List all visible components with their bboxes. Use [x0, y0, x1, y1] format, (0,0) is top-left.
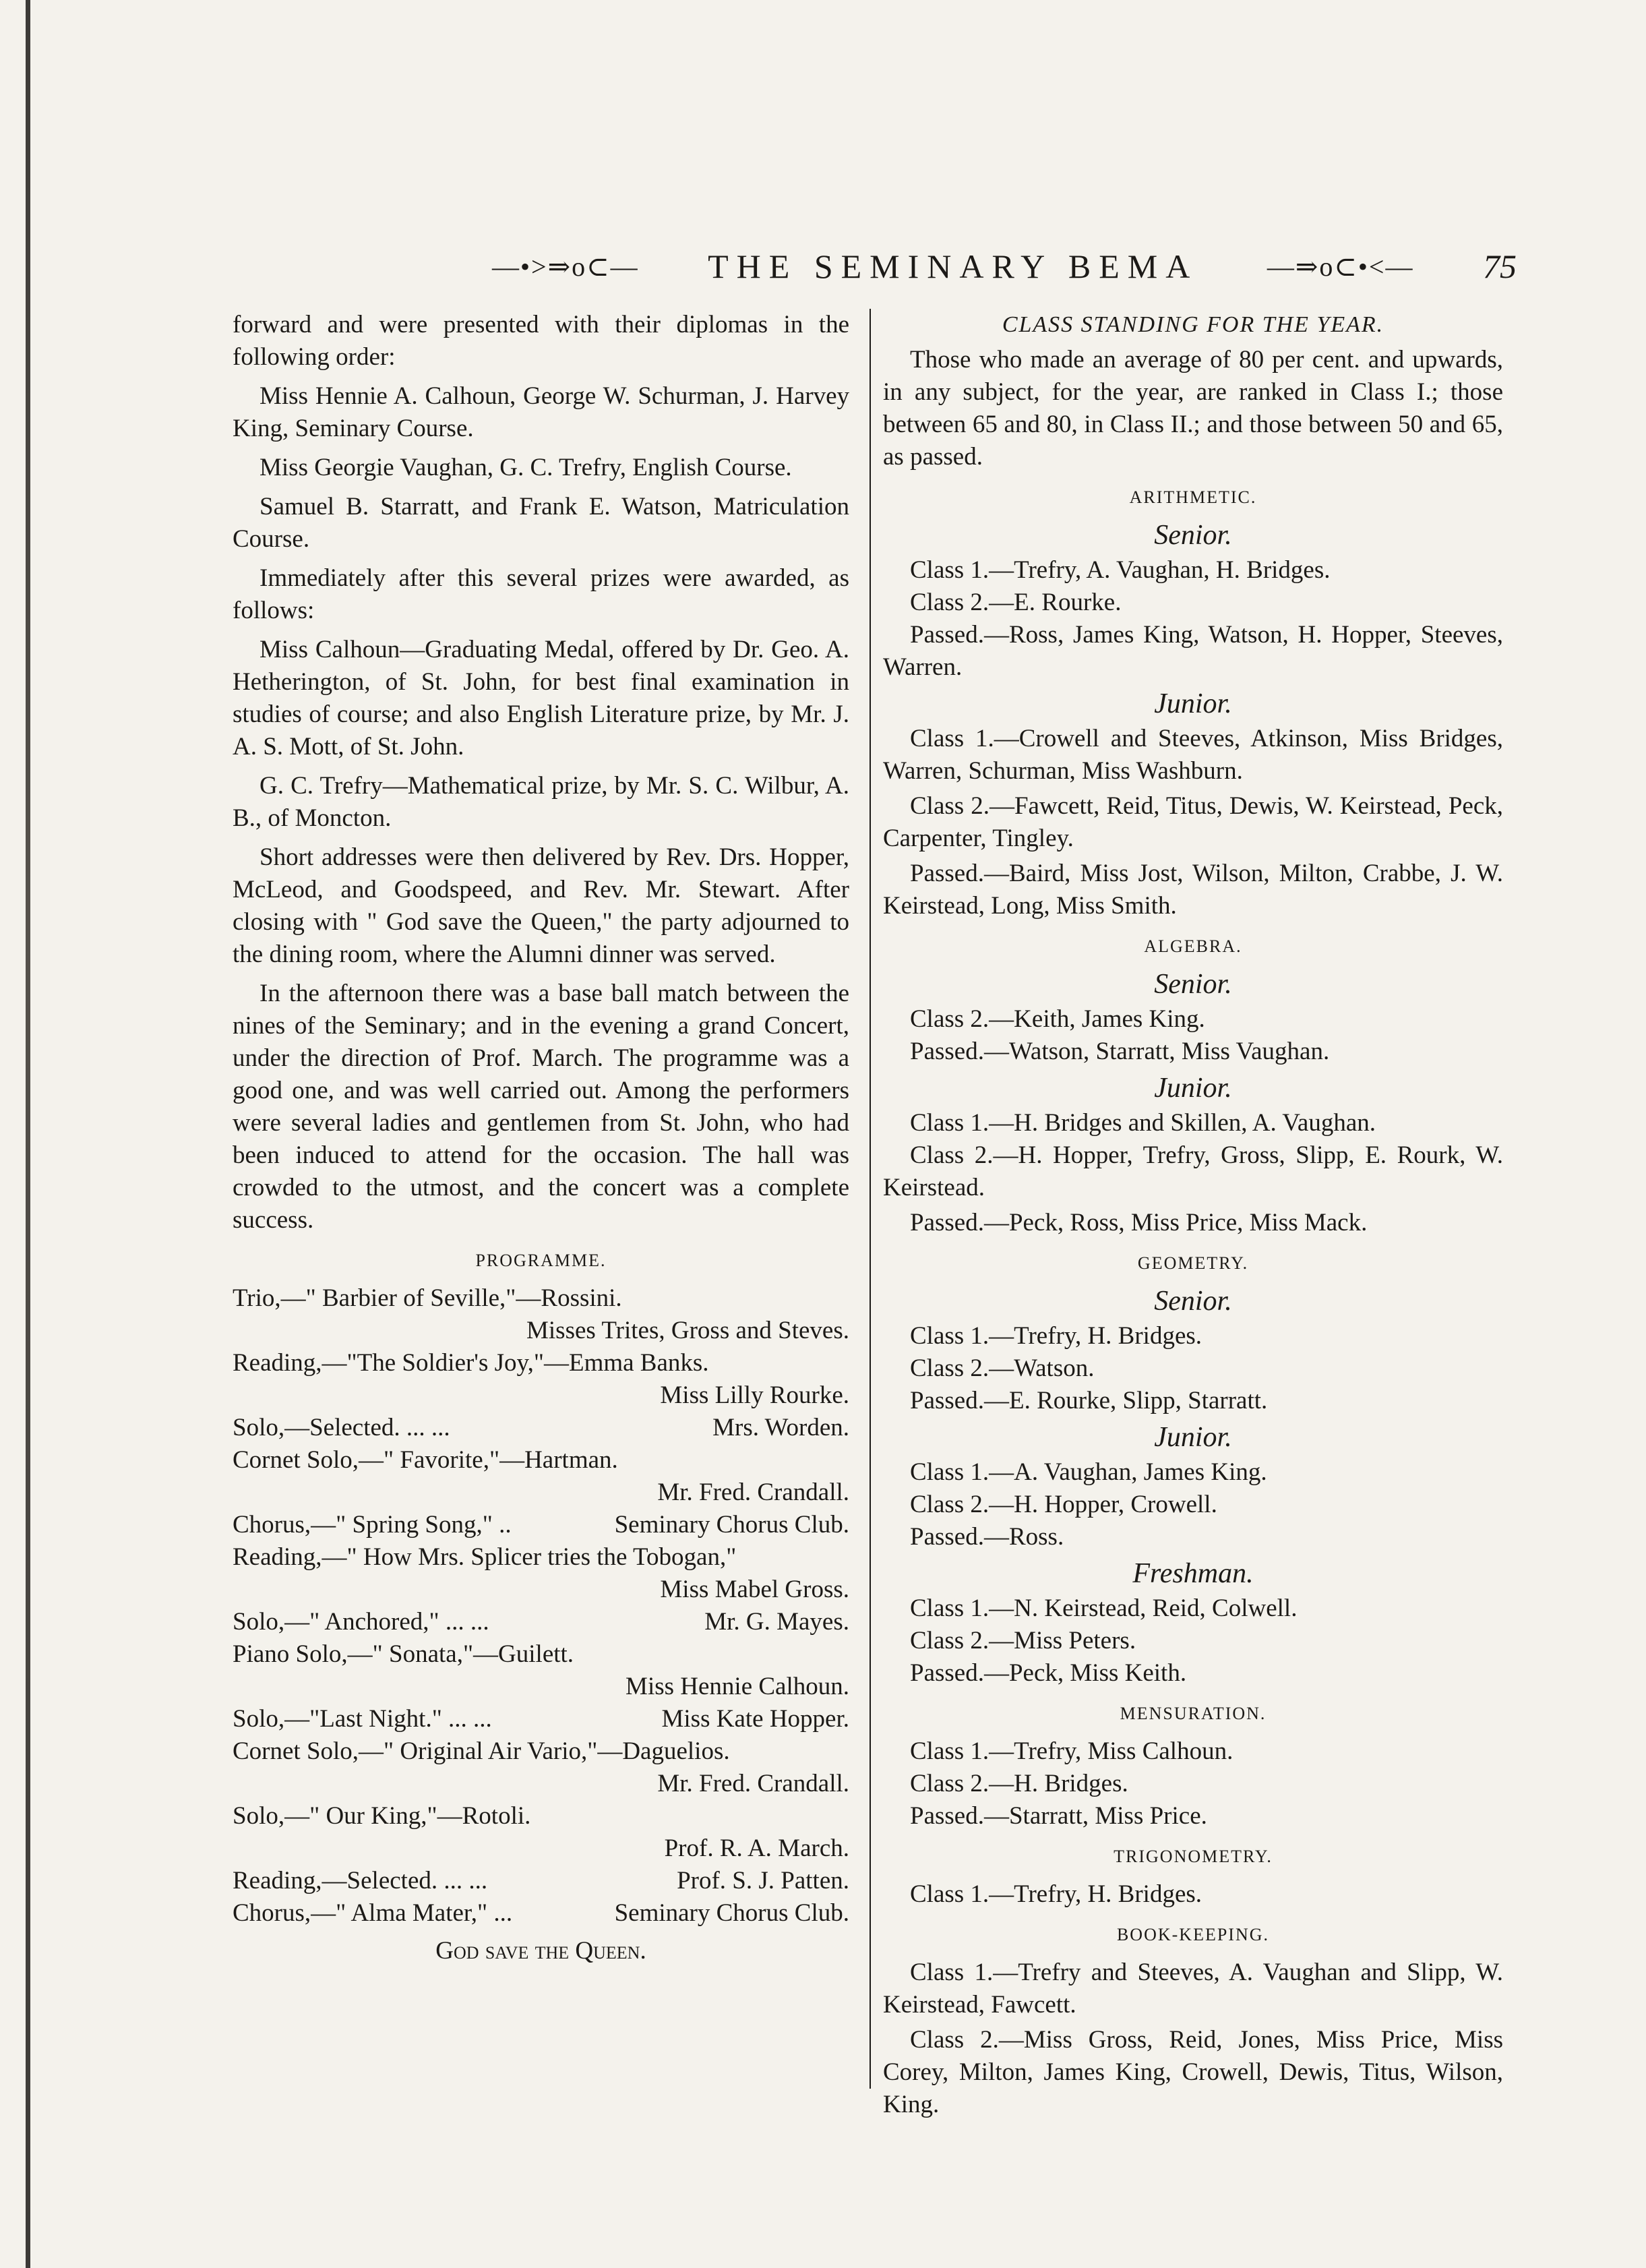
programme-performer: Miss Hennie Calhoun.: [626, 1673, 849, 1700]
level-heading-freshman: Freshman.: [1132, 1558, 1254, 1589]
standing-entry: Class 2.—E. Rourke.: [910, 589, 1122, 616]
standing-entry: Class 2.—Watson.: [910, 1354, 1095, 1382]
standing-entry: Class 1.—H. Bridges and Skillen, A. Vaughan.: [910, 1109, 1376, 1137]
level-heading-junior: Junior.: [1154, 688, 1232, 719]
paragraph-concert: In the afternoon there was a base ball match between the nines of the Seminary; and in the evening a grand Concert, under the direction of Prof. March. The programme was a good one, and was well carried out. Among the performers were several ladies and gentlemen from St. John, who had been induced to attend for the occasion. The hall was crowded to the utmost, and the concert was a complete success.: [233, 980, 849, 1234]
standing-entry: Class 1.—Trefry, Miss Calhoun.: [910, 1737, 1233, 1765]
programme-item-line: [233, 1897, 849, 1930]
standing-entry: Class 1.—Trefry and Steeves, A. Vaughan and Slipp, W. Keirstead, Fawcett.: [883, 1959, 1503, 2019]
programme-performer: Misses Trites, Gross and Steves.: [526, 1317, 849, 1344]
programme-performer: Miss Mabel Gross.: [660, 1576, 849, 1603]
programme-item: Chorus,—" Alma Mater," ...: [233, 1899, 513, 1927]
paragraph-calhoun-prize: Miss Calhoun—Graduating Medal, offered by Dr. Geo. A. Hetherington, of St. John, for best final examination in studies of course; and also English Literature prize, by Mr. J. A. S. Mott, of St. John.: [233, 636, 849, 760]
programme-item-line: [233, 1412, 849, 1444]
paragraph-addresses: Short addresses were then delivered by Rev. Drs. Hopper, McLeod, and Goodspeed, and Rev. Mr. Stewart. After closing with " God save the Queen," the party adjourned to the dining room, where the Alumni dinner was served.: [233, 843, 849, 968]
standing-entry: Passed.—Ross.: [910, 1523, 1064, 1551]
subject-heading-trigonometry: TRIGONOMETRY.: [1114, 1847, 1273, 1866]
paragraph-seminary-course: Miss Hennie A. Calhoun, George W. Schurman, J. Harvey King, Seminary Course.: [233, 382, 849, 442]
programme-heading: PROGRAMME.: [475, 1251, 607, 1270]
standing-entry: Passed.—Starratt, Miss Price.: [910, 1802, 1207, 1830]
standing-entry: Passed.—Ross, James King, Watson, H. Hopper, Steeves, Warren.: [883, 621, 1503, 681]
programme-performer: Mr. Fred. Crandall.: [657, 1770, 849, 1797]
programme-item: Cornet Solo,—" Favorite,"—Hartman.: [233, 1446, 618, 1474]
programme-performer: Seminary Chorus Club.: [614, 1511, 849, 1539]
standing-entry: Class 2.—Miss Peters.: [910, 1627, 1136, 1654]
level-heading-senior: Senior.: [1154, 969, 1232, 1000]
standing-entry: Class 1.—A. Vaughan, James King.: [910, 1458, 1267, 1486]
programme-item: Cornet Solo,—" Original Air Vario,"—Daguelios.: [233, 1737, 730, 1765]
level-heading-senior: Senior.: [1154, 520, 1232, 551]
subject-heading-algebra: ALGEBRA.: [1144, 936, 1242, 956]
programme-item: Chorus,—" Spring Song," ..: [233, 1511, 512, 1539]
standing-entry: Class 1.—Trefry, H. Bridges.: [910, 1880, 1202, 1908]
standing-entry: Passed.—Peck, Miss Keith.: [910, 1659, 1187, 1687]
programme-item: Solo,—Selected. ... ...: [233, 1414, 450, 1441]
programme-item: Reading,—"The Soldier's Joy,"—Emma Banks.: [233, 1349, 709, 1377]
standing-entry: Class 2.—Fawcett, Reid, Titus, Dewis, W. Keirstead, Peck, Carpenter, Tingley.: [883, 792, 1503, 852]
programme-item-line: [233, 1606, 849, 1638]
standing-entry: Class 1.—Crowell and Steeves, Atkinson, Miss Bridges, Warren, Schurman, Miss Washburn.: [883, 725, 1503, 785]
class-standing-title: CLASS STANDING FOR THE YEAR.: [1002, 312, 1384, 337]
programme-list: [233, 1282, 849, 1967]
standing-entry: Class 2.—H. Hopper, Crowell.: [910, 1491, 1217, 1518]
programme-closing: God save the Queen.: [435, 1937, 646, 1965]
programme-item: Solo,—" Our King,"—Rotoli.: [233, 1802, 531, 1830]
standing-entry: Passed.—Peck, Ross, Miss Price, Miss Mack.: [910, 1209, 1368, 1236]
standing-entry: Passed.—Baird, Miss Jost, Wilson, Milton, Crabbe, J. W. Keirstead, Long, Miss Smith.: [883, 860, 1503, 920]
header-ornament-right: —⇒o⊂•<—: [1267, 251, 1414, 282]
standing-entry: Class 2.—H. Bridges.: [910, 1770, 1128, 1797]
programme-item: Trio,—" Barbier of Seville,"—Rossini.: [233, 1284, 622, 1312]
right-column: [883, 309, 1503, 2124]
level-heading-junior: Junior.: [1154, 1073, 1232, 1104]
level-heading-junior: Junior.: [1154, 1422, 1232, 1453]
programme-item: Reading,—" How Mrs. Splicer tries the Tobogan,": [233, 1543, 737, 1571]
standing-entry: Class 2.—Keith, James King.: [910, 1005, 1205, 1033]
programme-performer: Prof. S. J. Patten.: [677, 1867, 849, 1894]
programme-performer: Mrs. Worden.: [712, 1414, 849, 1441]
standing-entry: Class 1.—Trefry, H. Bridges.: [910, 1322, 1202, 1350]
standing-entry: Passed.—Watson, Starratt, Miss Vaughan.: [910, 1038, 1330, 1065]
level-heading-senior: Senior.: [1154, 1286, 1232, 1317]
programme-item-line: [233, 1509, 849, 1541]
running-header: [492, 243, 1517, 290]
paragraph-matriculation-course: Samuel B. Starratt, and Frank E. Watson, Matriculation Course.: [233, 493, 849, 553]
left-column: [233, 309, 849, 1967]
page-number: 75: [1483, 247, 1517, 285]
standing-entry: Passed.—E. Rourke, Slipp, Starratt.: [910, 1387, 1268, 1414]
paragraph-english-course: Miss Georgie Vaughan, G. C. Trefry, English Course.: [260, 454, 792, 481]
subject-heading-geometry: GEOMETRY.: [1137, 1253, 1249, 1273]
programme-item: Solo,—" Anchored," ... ...: [233, 1608, 489, 1636]
programme-performer: Seminary Chorus Club.: [614, 1899, 849, 1927]
programme-item: Reading,—Selected. ... ...: [233, 1867, 488, 1894]
programme-performer: Mr. G. Mayes.: [704, 1608, 849, 1636]
paragraph-diplomas: forward and were presented with their diplomas in the following order:: [233, 311, 849, 371]
programme-item-line: [233, 1703, 849, 1735]
standing-entry: Class 1.—N. Keirstead, Reid, Colwell.: [910, 1594, 1298, 1622]
programme-item: Solo,—"Last Night." ... ...: [233, 1705, 492, 1733]
programme-performer: Miss Lilly Rourke.: [660, 1381, 849, 1409]
paragraph-prizes-intro: Immediately after this several prizes were awarded, as follows:: [233, 564, 849, 624]
programme-performer: Miss Kate Hopper.: [661, 1705, 849, 1733]
programme-item: Piano Solo,—" Sonata,"—Guilett.: [233, 1640, 574, 1668]
programme-item-line: [233, 1865, 849, 1897]
column-divider: [870, 309, 871, 2089]
standing-entry: Class 2.—Miss Gross, Reid, Jones, Miss Price, Miss Corey, Milton, James King, Crowell, Dewis, Titus, Wilson, King.: [883, 2026, 1503, 2118]
subject-heading-arithmetic: ARITHMETIC.: [1129, 487, 1257, 507]
standing-entry: Class 1.—Trefry, A. Vaughan, H. Bridges.: [910, 556, 1331, 584]
journal-title: THE SEMINARY BEMA: [708, 247, 1198, 285]
standing-entry: Class 2.—H. Hopper, Trefry, Gross, Slipp, E. Rourk, W. Keirstead.: [883, 1141, 1503, 1201]
header-ornament-left: —•>⇒o⊂—: [492, 251, 639, 282]
programme-performer: Prof. R. A. March.: [664, 1834, 849, 1862]
subject-heading-bookkeeping: BOOK-KEEPING.: [1116, 1925, 1270, 1944]
class-standing-intro: Those who made an average of 80 per cent. and upwards, in any subject, for the year, are ranked in Class I.; those between 65 and 80, in Class II.; and those between 50 and 65, as passed.: [883, 346, 1503, 471]
programme-performer: Mr. Fred. Crandall.: [657, 1479, 849, 1506]
page-binding-edge: [26, 0, 30, 2268]
subject-heading-mensuration: MENSURATION.: [1120, 1704, 1267, 1723]
paragraph-trefry-prize: G. C. Trefry—Mathematical prize, by Mr. S. C. Wilbur, A. B., of Moncton.: [233, 772, 849, 832]
